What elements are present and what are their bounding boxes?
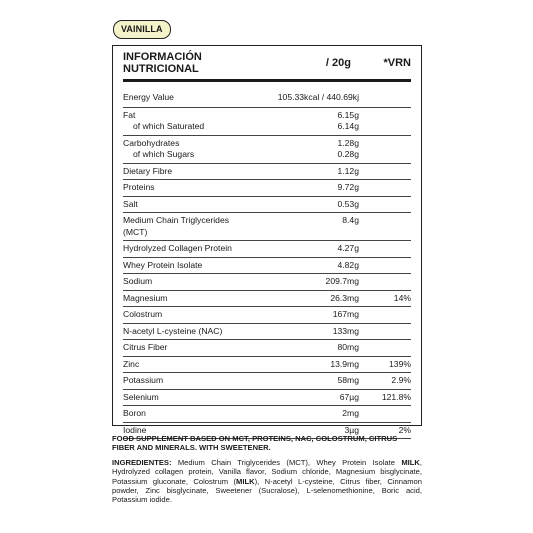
nutrient-subname: of which Sugars	[133, 149, 195, 159]
nutrient-name: Carbohydrates of which Sugars	[123, 138, 249, 161]
table-row	[123, 258, 411, 275]
nutrient-name: Fat of which Saturated	[123, 110, 249, 133]
nutrient-vrn	[359, 342, 411, 354]
nutrient-name: Citrus Fiber	[123, 342, 168, 352]
supplement-statement: FOOD SUPPLEMENT BASED ON MCT, PROTEINS, NAC, COLOSTRUM, CITRUS FIBER AND MINERALS. WITH SWEETENER.	[112, 434, 398, 453]
nutrient-vrn	[359, 182, 411, 194]
table-row	[123, 213, 411, 241]
nutrient-vrn	[359, 110, 411, 133]
nutrient-vrn	[359, 215, 411, 238]
nutrient-vrn	[359, 326, 411, 338]
nutrient-name: Sodium	[123, 276, 153, 286]
nutrient-subamount: 6.14g	[337, 121, 359, 131]
table-row	[123, 108, 411, 136]
nutrient-vrn	[359, 92, 411, 104]
table-header	[123, 46, 411, 82]
serving-size: / 20g	[325, 56, 351, 69]
nutrient-subamount: 0.28g	[337, 149, 359, 159]
table-row	[123, 291, 411, 308]
nutrient-name: Medium Chain Triglycerides (MCT)	[123, 215, 230, 237]
nutrient-amount: 0.53g	[337, 198, 359, 209]
nutrient-vrn: 2.9%	[391, 375, 411, 385]
nutrient-vrn	[359, 309, 411, 321]
flavor-badge: VAINILLA	[113, 20, 171, 39]
nutrient-amount: 26.3mg	[330, 292, 359, 303]
table-row	[123, 406, 411, 423]
nutrient-vrn	[359, 199, 411, 211]
nutrient-amount: 58mg	[337, 375, 359, 385]
nutrient-name: Zinc	[123, 358, 140, 369]
allergen-milk-2: MILK	[236, 476, 255, 486]
nutrient-name: Colostrum	[123, 309, 163, 319]
table-row	[123, 164, 411, 181]
table-row	[123, 390, 411, 407]
table-title: INFORMACIÓN NUTRICIONAL	[123, 50, 202, 75]
nutrient-name: Salt	[123, 198, 138, 209]
table-row	[123, 82, 411, 108]
table-row	[123, 274, 411, 291]
vrn-header: *VRN	[383, 56, 411, 69]
table-row	[123, 136, 411, 164]
nutrient-name: Boron	[123, 408, 146, 418]
nutrient-name: Iodine	[123, 424, 147, 435]
table-body	[123, 82, 411, 439]
nutrient-name: N-acetyl L-cysteine (NAC)	[123, 325, 223, 336]
ingredients-label: INGREDIENTES:	[112, 458, 172, 467]
nutrient-vrn: 121.8%	[381, 391, 411, 402]
nutrient-amount: 6.15g 6.14g	[249, 110, 359, 133]
ingredients-text	[112, 458, 422, 504]
nutrient-amount: 2mg	[342, 408, 359, 418]
table-row	[123, 197, 411, 214]
nutrient-name: Magnesium	[123, 292, 168, 303]
nutrient-amount: 8.4g	[342, 215, 359, 225]
nutrient-name: Selenium	[123, 391, 159, 402]
nutrient-amount: 167mg	[332, 309, 359, 319]
nutrient-vrn: 139%	[389, 358, 411, 369]
nutrient-amount: 1.28g 0.28g	[249, 138, 359, 161]
nutrient-vrn	[359, 276, 411, 288]
nutrient-amount: 4.27g	[337, 243, 359, 253]
nutrient-amount: 4.82g	[337, 259, 359, 270]
nutrient-amount: 105.33kcal / 440.69kj	[277, 92, 359, 102]
nutrient-vrn: 2%	[398, 424, 411, 435]
nutrient-vrn	[359, 408, 411, 420]
nutrient-amount: 133mg	[332, 325, 359, 336]
nutrient-vrn	[359, 243, 411, 255]
table-row	[123, 324, 411, 341]
nutrient-amount: 1.12g	[337, 165, 359, 176]
table-row	[123, 373, 411, 390]
nutrient-amount: 13.9mg	[330, 358, 359, 369]
nutrient-vrn: 14%	[393, 292, 411, 303]
nutrient-name: Energy Value	[123, 92, 174, 102]
nutrient-vrn	[359, 260, 411, 272]
nutrient-name: Dietary Fibre	[123, 165, 173, 176]
nutrient-name: Potassium	[123, 375, 164, 385]
nutrient-name: Hydrolyzed Collagen Protein	[123, 243, 232, 253]
nutrient-amount: 209.7mg	[325, 276, 359, 286]
nutrient-amount: 67µg	[339, 391, 359, 402]
nutrient-name: Proteins	[123, 182, 155, 192]
ingredients-part-1: Medium Chain Triglycerides (MCT), Whey Protein Isolate	[171, 458, 402, 467]
nutrient-amount: 9.72g	[337, 182, 359, 192]
nutrient-vrn	[359, 166, 411, 178]
ingredients-part-2: , Hydrolyzed collagen protein, Vanilla flavor, Sodium chloride, Magnesium bisglycinate, Potassium gluconate, Colostrum (	[112, 458, 422, 486]
nutrient-subname: of which Saturated	[133, 121, 205, 131]
table-row	[123, 340, 411, 357]
nutrient-amount: 80mg	[337, 342, 359, 352]
table-row	[123, 241, 411, 258]
nutrient-vrn	[359, 138, 411, 161]
table-row	[123, 357, 411, 374]
nutrient-amount: 3µg	[344, 424, 359, 435]
nutrient-name: Whey Protein Isolate	[123, 259, 203, 270]
nutrition-table	[112, 45, 422, 435]
ingredients-part-3: ), N-acetyl L-cysteine, Citrus fiber, Cinnamon powder, Zinc bisglycinate, Sweetener (Sucralose), L-selenomethionine, Boric acid, Potassium iodide.	[112, 476, 422, 505]
table-row	[123, 307, 411, 324]
table-row	[123, 180, 411, 197]
allergen-milk-1: MILK	[401, 458, 420, 467]
